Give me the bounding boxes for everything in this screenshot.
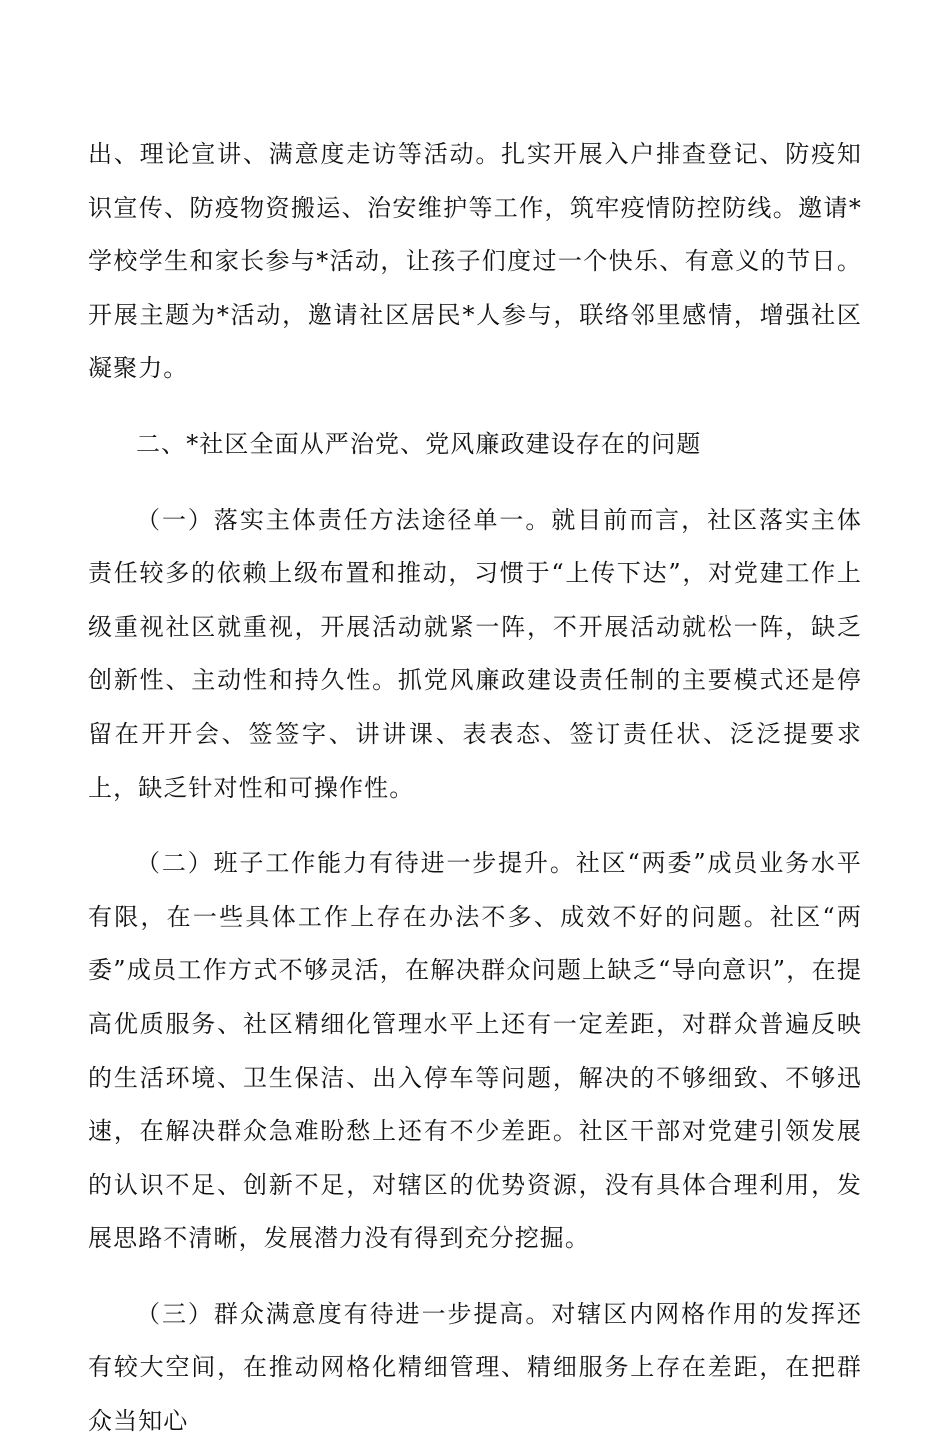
paragraph-gap [88, 815, 862, 837]
paragraph-gap [88, 396, 862, 418]
paragraph-issue-2: （二）班子工作能力有待进一步提升。社区“两委”成员业务水平有限，在一些具体工作上存在办法不多、成效不好的问题。社区“两委”成员工作方式不够灵活，在解决群众问题上缺乏“导向意识”，在提高优质服务、社区精细化管理水平上还有一定差距，对群众普遍反映的生活环境、卫生保洁、出入停车等问题，解决的不够细致、不够迅速，在解决群众急难盼愁上还有不少差距。社区干部对党建引领发展的认识不足、创新不足，对辖区的优势资源，没有具体合理利用，发展思路不清晰，发展潜力没有得到充分挖掘。 [88, 849, 862, 1253]
paragraph-issue-1: （一）落实主体责任方法途径单一。就目前而言，社区落实主体责任较多的依赖上级布置和推动，习惯于“上传下达”，对党建工作上级重视社区就重视，开展活动就紧一阵，不开展活动就松一阵，缺乏创新性、主动性和持久性。抓党风廉政建设责任制的主要模式还是停留在开开会、签签字、讲讲课、表表态、签订责任状、泛泛提要求上，缺乏针对性和可操作性。 [88, 505, 862, 802]
paragraph-issue-3: （三）群众满意度有待进一步提高。对辖区内网格作用的发挥还有较大空间，在推动网格化精细管理、精细服务上存在差距，在把群众当知心 [88, 1299, 862, 1436]
document-body [88, 128, 862, 1449]
section-heading: 二、*社区全面从严治党、党风廉政建设存在的问题 [136, 429, 702, 458]
paragraph-continuation: 出、理论宣讲、满意度走访等活动。扎实开展入户排查登记、防疫知识宣传、防疫物资搬运、治安维护等工作，筑牢疫情防控防线。邀请*学校学生和家长参与*活动，让孩子们度过一个快乐、有意义的节日。开展主题为*活动，邀请社区居民*人参与，联络邻里感情，增强社区凝聚力。 [88, 140, 862, 383]
paragraph-gap [88, 1266, 862, 1288]
paragraph-gap [88, 472, 862, 494]
